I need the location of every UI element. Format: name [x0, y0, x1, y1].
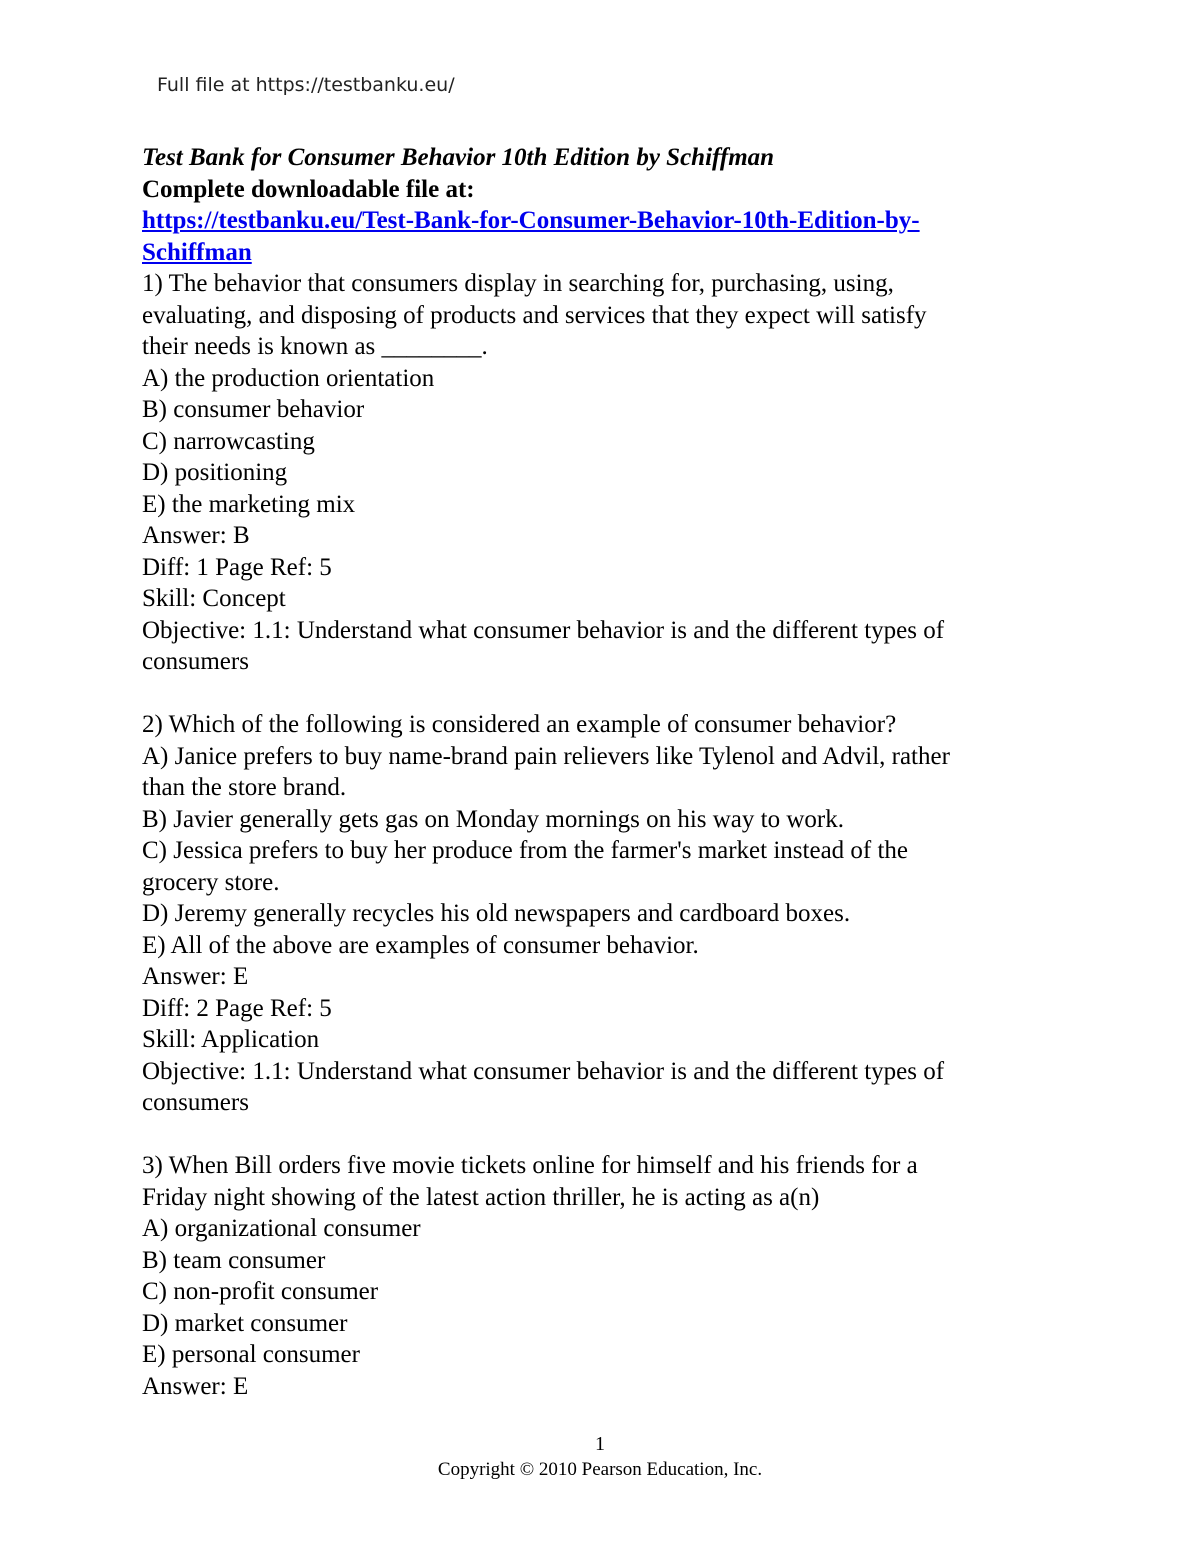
objective-line: consumers — [142, 1089, 249, 1116]
skill-label: Skill: Application — [142, 1026, 320, 1053]
document-title: Test Bank for Consumer Behavior 10th Edition by Schiffman — [142, 144, 775, 171]
answer-option: than the store brand. — [142, 774, 347, 801]
download-link-continued[interactable]: Schiffman — [142, 238, 252, 266]
answer-option: D) Jeremy generally recycles his old newspapers and cardboard boxes. — [142, 900, 851, 927]
paragraph-gap — [142, 1119, 1042, 1151]
question-3 — [142, 1150, 1042, 1402]
download-link[interactable]: https://testbanku.eu/Test-Bank-for-Consumer-Behavior-10th-Edition-by- — [142, 207, 920, 234]
answer-option: E) the marketing mix — [142, 490, 356, 518]
answer-option: D) positioning — [142, 459, 288, 486]
answer-option: C) non-profit consumer — [142, 1278, 379, 1305]
question-stem-line: 3) When Bill orders five movie tickets online for himself and his friends for a — [142, 1152, 918, 1179]
paragraph-gap — [142, 678, 1042, 710]
question-2 — [142, 709, 1042, 1119]
answer-key: Answer: E — [142, 963, 249, 990]
answer-option: B) team consumer — [142, 1246, 326, 1274]
answer-option: B) Javier generally gets gas on Monday mornings on his way to work. — [142, 805, 844, 833]
difficulty-page-ref: Diff: 2 Page Ref: 5 — [142, 994, 332, 1022]
answer-option: A) the production orientation — [142, 364, 435, 392]
answer-key: Answer: E — [142, 1372, 249, 1400]
answer-option: E) All of the above are examples of consumer behavior. — [142, 931, 699, 959]
download-label: Complete downloadable file at: — [142, 175, 475, 203]
objective-line: consumers — [142, 648, 249, 675]
answer-option: D) market consumer — [142, 1309, 348, 1337]
objective-line: Objective: 1.1: Understand what consumer behavior is and the different types of — [142, 616, 945, 644]
answer-option: C) narrowcasting — [142, 427, 315, 455]
copyright-notice: Copyright © 2010 Pearson Education, Inc. — [437, 1459, 763, 1480]
header-note: Full file at https://testbanku.eu/ — [157, 74, 455, 96]
skill-label: Skill: Concept — [142, 585, 286, 612]
answer-key: Answer: B — [142, 522, 250, 549]
question-stem-line: 2) Which of the following is considered an example of consumer behavior? — [142, 711, 897, 738]
document-body — [142, 142, 1042, 1402]
answer-option: grocery store. — [142, 868, 280, 896]
answer-option: A) Janice prefers to buy name-brand pain relievers like Tylenol and Advil, rather — [142, 742, 950, 770]
answer-option: A) organizational consumer — [142, 1215, 421, 1242]
question-stem-line: their needs is known as ________. — [142, 333, 488, 360]
difficulty-page-ref: Diff: 1 Page Ref: 5 — [142, 553, 332, 581]
question-1 — [142, 268, 1042, 678]
answer-option: B) consumer behavior — [142, 396, 365, 423]
question-stem-line: Friday night showing of the latest action thriller, he is acting as a(n) — [142, 1183, 820, 1211]
question-stem-line: evaluating, and disposing of products and services that they expect will satisfy — [142, 301, 927, 329]
objective-line: Objective: 1.1: Understand what consumer behavior is and the different types of — [142, 1057, 945, 1085]
answer-option: C) Jessica prefers to buy her produce from the farmer's market instead of the — [142, 837, 909, 864]
answer-option: E) personal consumer — [142, 1341, 360, 1368]
page-number: 1 — [595, 1433, 605, 1455]
question-stem-line: 1) The behavior that consumers display in searching for, purchasing, using, — [142, 270, 894, 297]
